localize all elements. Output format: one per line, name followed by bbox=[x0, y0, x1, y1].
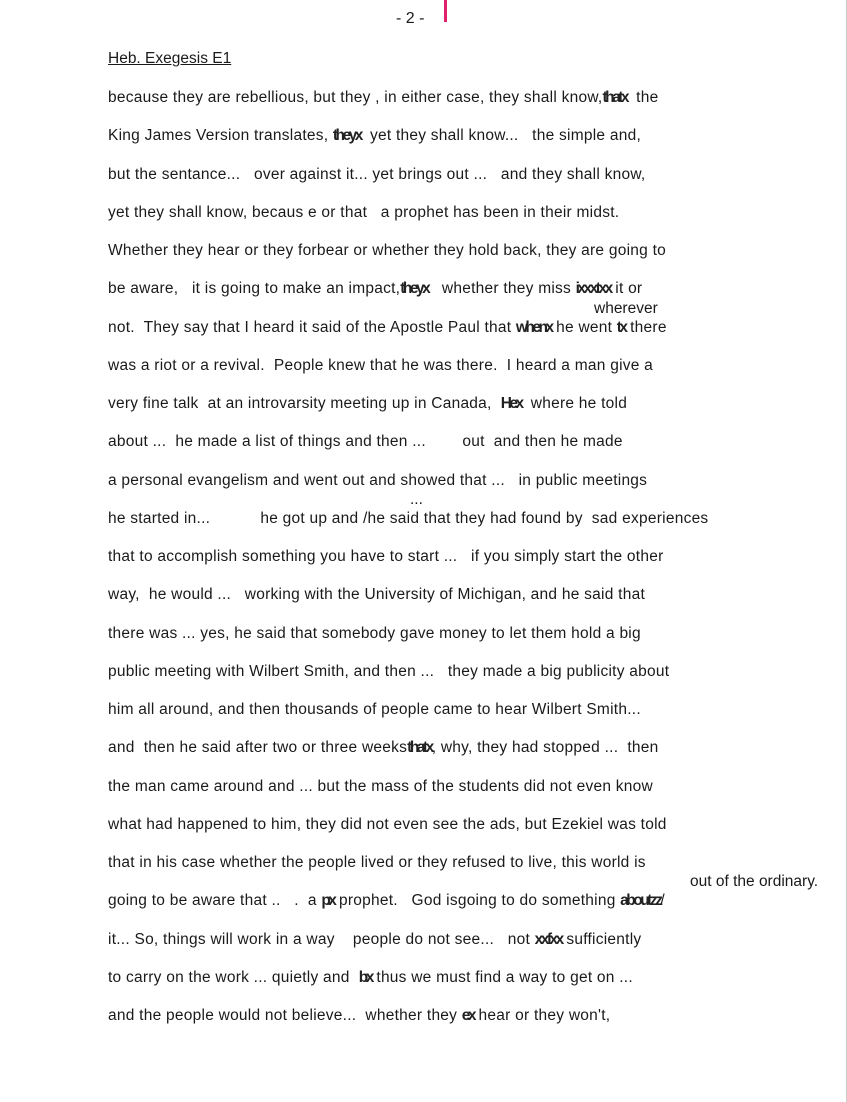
text-segment: he started in... he got up and /he said that they had found by sad experiences bbox=[108, 509, 709, 527]
text-segment: but the sentance... over against it... yet brings out ... and they shall know, bbox=[108, 165, 646, 183]
text-segment: thus we must find a way to get on ... bbox=[371, 968, 633, 986]
text-line bbox=[108, 548, 664, 566]
text-segment: it or bbox=[610, 280, 643, 298]
text-segment: Whether they hear or they forbear or whether they hold back, they are going to bbox=[108, 242, 667, 259]
text-segment: public meeting with Wilbert Smith, and then ... they made a big publicity about bbox=[108, 662, 670, 680]
text-segment: to carry on the work ... quietly and bbox=[108, 968, 359, 986]
text-line bbox=[108, 701, 641, 719]
text-line bbox=[108, 931, 641, 949]
text-line bbox=[108, 319, 667, 337]
text-segment: be aware, it is going to make an impact, bbox=[108, 280, 401, 298]
text-segment: going to be aware that .. . a bbox=[108, 892, 322, 910]
text-segment: that in his case whether the people lived or they refused to live, this world is bbox=[108, 854, 646, 871]
text-line bbox=[108, 242, 666, 260]
text-line bbox=[108, 663, 669, 681]
text-line bbox=[108, 472, 647, 490]
text-segment: there bbox=[625, 318, 667, 336]
text-segment: what had happened to him, they did not even see the ads, but Ezekiel was told bbox=[108, 815, 667, 833]
text-segment: not. They say that I heard it said of the Apostle Paul that bbox=[108, 318, 516, 336]
text-segment: him all around, and then thousands of people came to hear Wilbert Smith... bbox=[108, 701, 641, 718]
interlinear-insertion: ... bbox=[410, 490, 423, 508]
text-segment: very fine talk at an introvarsity meeting up in Canada, bbox=[108, 395, 501, 412]
struck-text: aboutzz bbox=[620, 892, 661, 910]
struck-text: tx bbox=[616, 318, 626, 336]
struck-text: xxfxx bbox=[534, 930, 562, 948]
text-segment: was a riot or a revival. People knew that he was there. I heard a man give a bbox=[108, 356, 654, 374]
text-line bbox=[108, 778, 653, 796]
text-segment: yet they shall know... the simple and, bbox=[360, 127, 642, 145]
text-segment: a personal evangelism and went out and showed that ... in public meetings bbox=[108, 471, 648, 489]
text-segment: , why, they had stopped ... then bbox=[431, 739, 659, 757]
text-segment: there was ... yes, he said that somebody gave money to let them hold a big bbox=[108, 624, 641, 642]
text-segment: / bbox=[660, 892, 665, 910]
interlinear-insertion: wherever bbox=[594, 299, 658, 317]
text-line bbox=[108, 739, 659, 757]
text-line bbox=[108, 586, 645, 604]
text-segment: the bbox=[627, 89, 659, 106]
text-line bbox=[108, 280, 642, 298]
text-segment: it... So, things will work in a way people do not see... not bbox=[108, 930, 535, 948]
text-segment: and then he said after two or three weeks bbox=[108, 739, 408, 757]
text-line bbox=[108, 433, 623, 451]
text-line bbox=[108, 127, 641, 145]
text-segment: where he told bbox=[521, 395, 628, 412]
text-segment: prophet. God isgoing to do something bbox=[334, 892, 621, 910]
struck-text: thatx bbox=[602, 89, 628, 106]
text-segment: about ... he made a list of things and then ... out and then he made bbox=[108, 433, 623, 451]
text-segment: because they are rebellious, but they , in either case, they shall know, bbox=[108, 89, 603, 106]
struck-text: bx bbox=[358, 968, 372, 986]
text-line bbox=[108, 204, 619, 222]
text-line bbox=[108, 166, 645, 184]
struck-text: thatx bbox=[407, 739, 432, 757]
text-segment: way, he would ... working with the University of Michigan, and he said that bbox=[108, 586, 645, 604]
text-line bbox=[108, 854, 646, 872]
text-line bbox=[108, 510, 708, 528]
document-heading: Heb. Exegesis E1 bbox=[108, 50, 232, 67]
text-segment: hear or they won't, bbox=[474, 1007, 611, 1024]
text-segment: King James Version translates, bbox=[108, 127, 333, 145]
text-segment: sufficiently bbox=[561, 930, 642, 948]
text-segment: that to accomplish something you have to start ... if you simply start the other bbox=[108, 548, 664, 565]
struck-text: ixxxtxx bbox=[575, 280, 611, 298]
text-line bbox=[108, 1007, 610, 1025]
struck-text: Hex bbox=[500, 395, 522, 412]
text-line bbox=[108, 892, 665, 910]
text-line bbox=[108, 969, 633, 987]
text-line bbox=[108, 395, 627, 413]
struck-text: ex bbox=[461, 1007, 474, 1024]
text-segment: he went bbox=[551, 318, 617, 336]
text-line bbox=[108, 625, 641, 643]
text-segment: yet they shall know, becaus e or that a prophet has been in their midst. bbox=[108, 203, 620, 221]
page-number: - 2 - bbox=[396, 10, 425, 27]
struck-text: theyx bbox=[400, 280, 429, 298]
text-segment: the man came around and ... but the mass of the students did not even know bbox=[108, 777, 653, 795]
text-line bbox=[108, 89, 658, 107]
interlinear-insertion: out of the ordinary. bbox=[690, 873, 819, 891]
text-segment: whether they miss bbox=[428, 280, 576, 298]
text-segment: and the people would not believe... whether they bbox=[108, 1007, 462, 1024]
ink-mark bbox=[444, 0, 447, 22]
struck-text: whenx bbox=[515, 318, 552, 336]
text-line bbox=[108, 816, 667, 834]
text-line bbox=[108, 357, 653, 375]
struck-text: theyx bbox=[332, 127, 361, 145]
struck-text: px bbox=[321, 892, 335, 910]
